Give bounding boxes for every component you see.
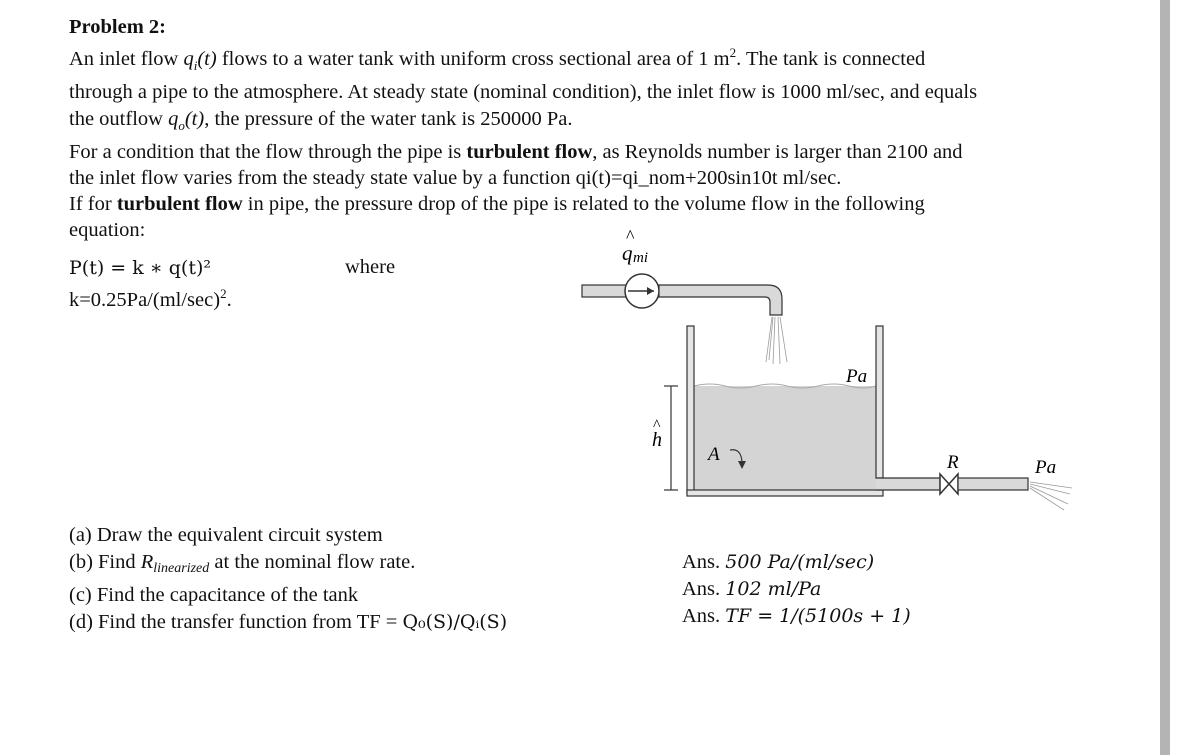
problem-line-5: the inlet flow varies from the steady state value by a function qi(t)=qi_nom+200sin10t ml/sec. <box>69 167 842 190</box>
problem-title: Problem 2: <box>69 16 166 38</box>
problem-line-2: through a pipe to the atmosphere. At steady state (nominal condition), the inlet flow is 1000 ml/sec, and equals <box>69 81 978 104</box>
formula-equation: P(t) = k ∗ q(t)² <box>69 257 211 279</box>
vertical-scrollbar[interactable] <box>1160 0 1170 755</box>
tank-right-wall <box>876 326 883 478</box>
formula-constant: $k=0.25Pa/(ml/\sec)^2$. <box>69 286 232 311</box>
question-d: (d) Find the transfer function from TF = Q₀(S)/Qᵢ(S) <box>69 611 508 633</box>
q-label: q <box>622 241 633 265</box>
problem-line-6: If for turbulent flow in pipe, the pressure drop of the pipe is related to the volume flow in the following <box>69 193 925 216</box>
tank-water <box>694 386 876 490</box>
problem-line-7: equation: <box>69 219 146 242</box>
question-c: (c) Find the capacitance of the tank <box>69 584 359 606</box>
q-hat: ^ <box>626 226 635 246</box>
answer-c: Ans. 102 ml/Pa <box>682 578 822 600</box>
resistance-label: R <box>947 452 959 473</box>
question-b: (b) Find $R_{linearized}$ at the nominal flow rate. <box>69 551 416 576</box>
pressure-formula <box>69 255 232 313</box>
q-subscript: mi <box>633 250 648 266</box>
problem-line-1: An inlet flow $q_i(t)$ flows to a water tank with uniform cross sectional area of 1 $m^2$. The tank is connected <box>69 45 926 74</box>
question-a: (a) Draw the equivalent circuit system <box>69 524 383 546</box>
answers-list <box>682 549 911 630</box>
inlet-pipe-right <box>659 285 782 315</box>
inflow-spray <box>766 317 787 364</box>
outlet-pressure-label: Pa <box>1035 457 1057 478</box>
tank-left-wall <box>687 326 694 494</box>
problem-statement <box>69 14 1149 244</box>
questions-list <box>69 522 507 636</box>
height-label: h <box>652 429 662 451</box>
where-label: where <box>345 256 396 278</box>
tank-bottom <box>687 490 883 496</box>
outlet-pipe-right <box>958 478 1028 490</box>
outlet-pipe-left <box>876 478 940 490</box>
answer-b: Ans. 500 Pa/(ml/sec) <box>682 551 875 573</box>
tank-pressure-label: Pa <box>846 366 868 387</box>
outflow-spray <box>1030 482 1072 510</box>
tank-diagram <box>570 222 1090 522</box>
problem-line-3: the outflow $q_o(t)$, the pressure of the water tank is 250000 Pa. <box>69 107 573 133</box>
valve-icon <box>940 474 958 494</box>
h-hat: ^ <box>653 417 661 434</box>
area-label: A <box>708 444 720 465</box>
answer-d: Ans. TF = 1/(5100s + 1) <box>682 605 911 627</box>
problem-line-4: For a condition that the flow through the pipe is turbulent flow, as Reynolds number is larger than 2100 and <box>69 140 963 163</box>
